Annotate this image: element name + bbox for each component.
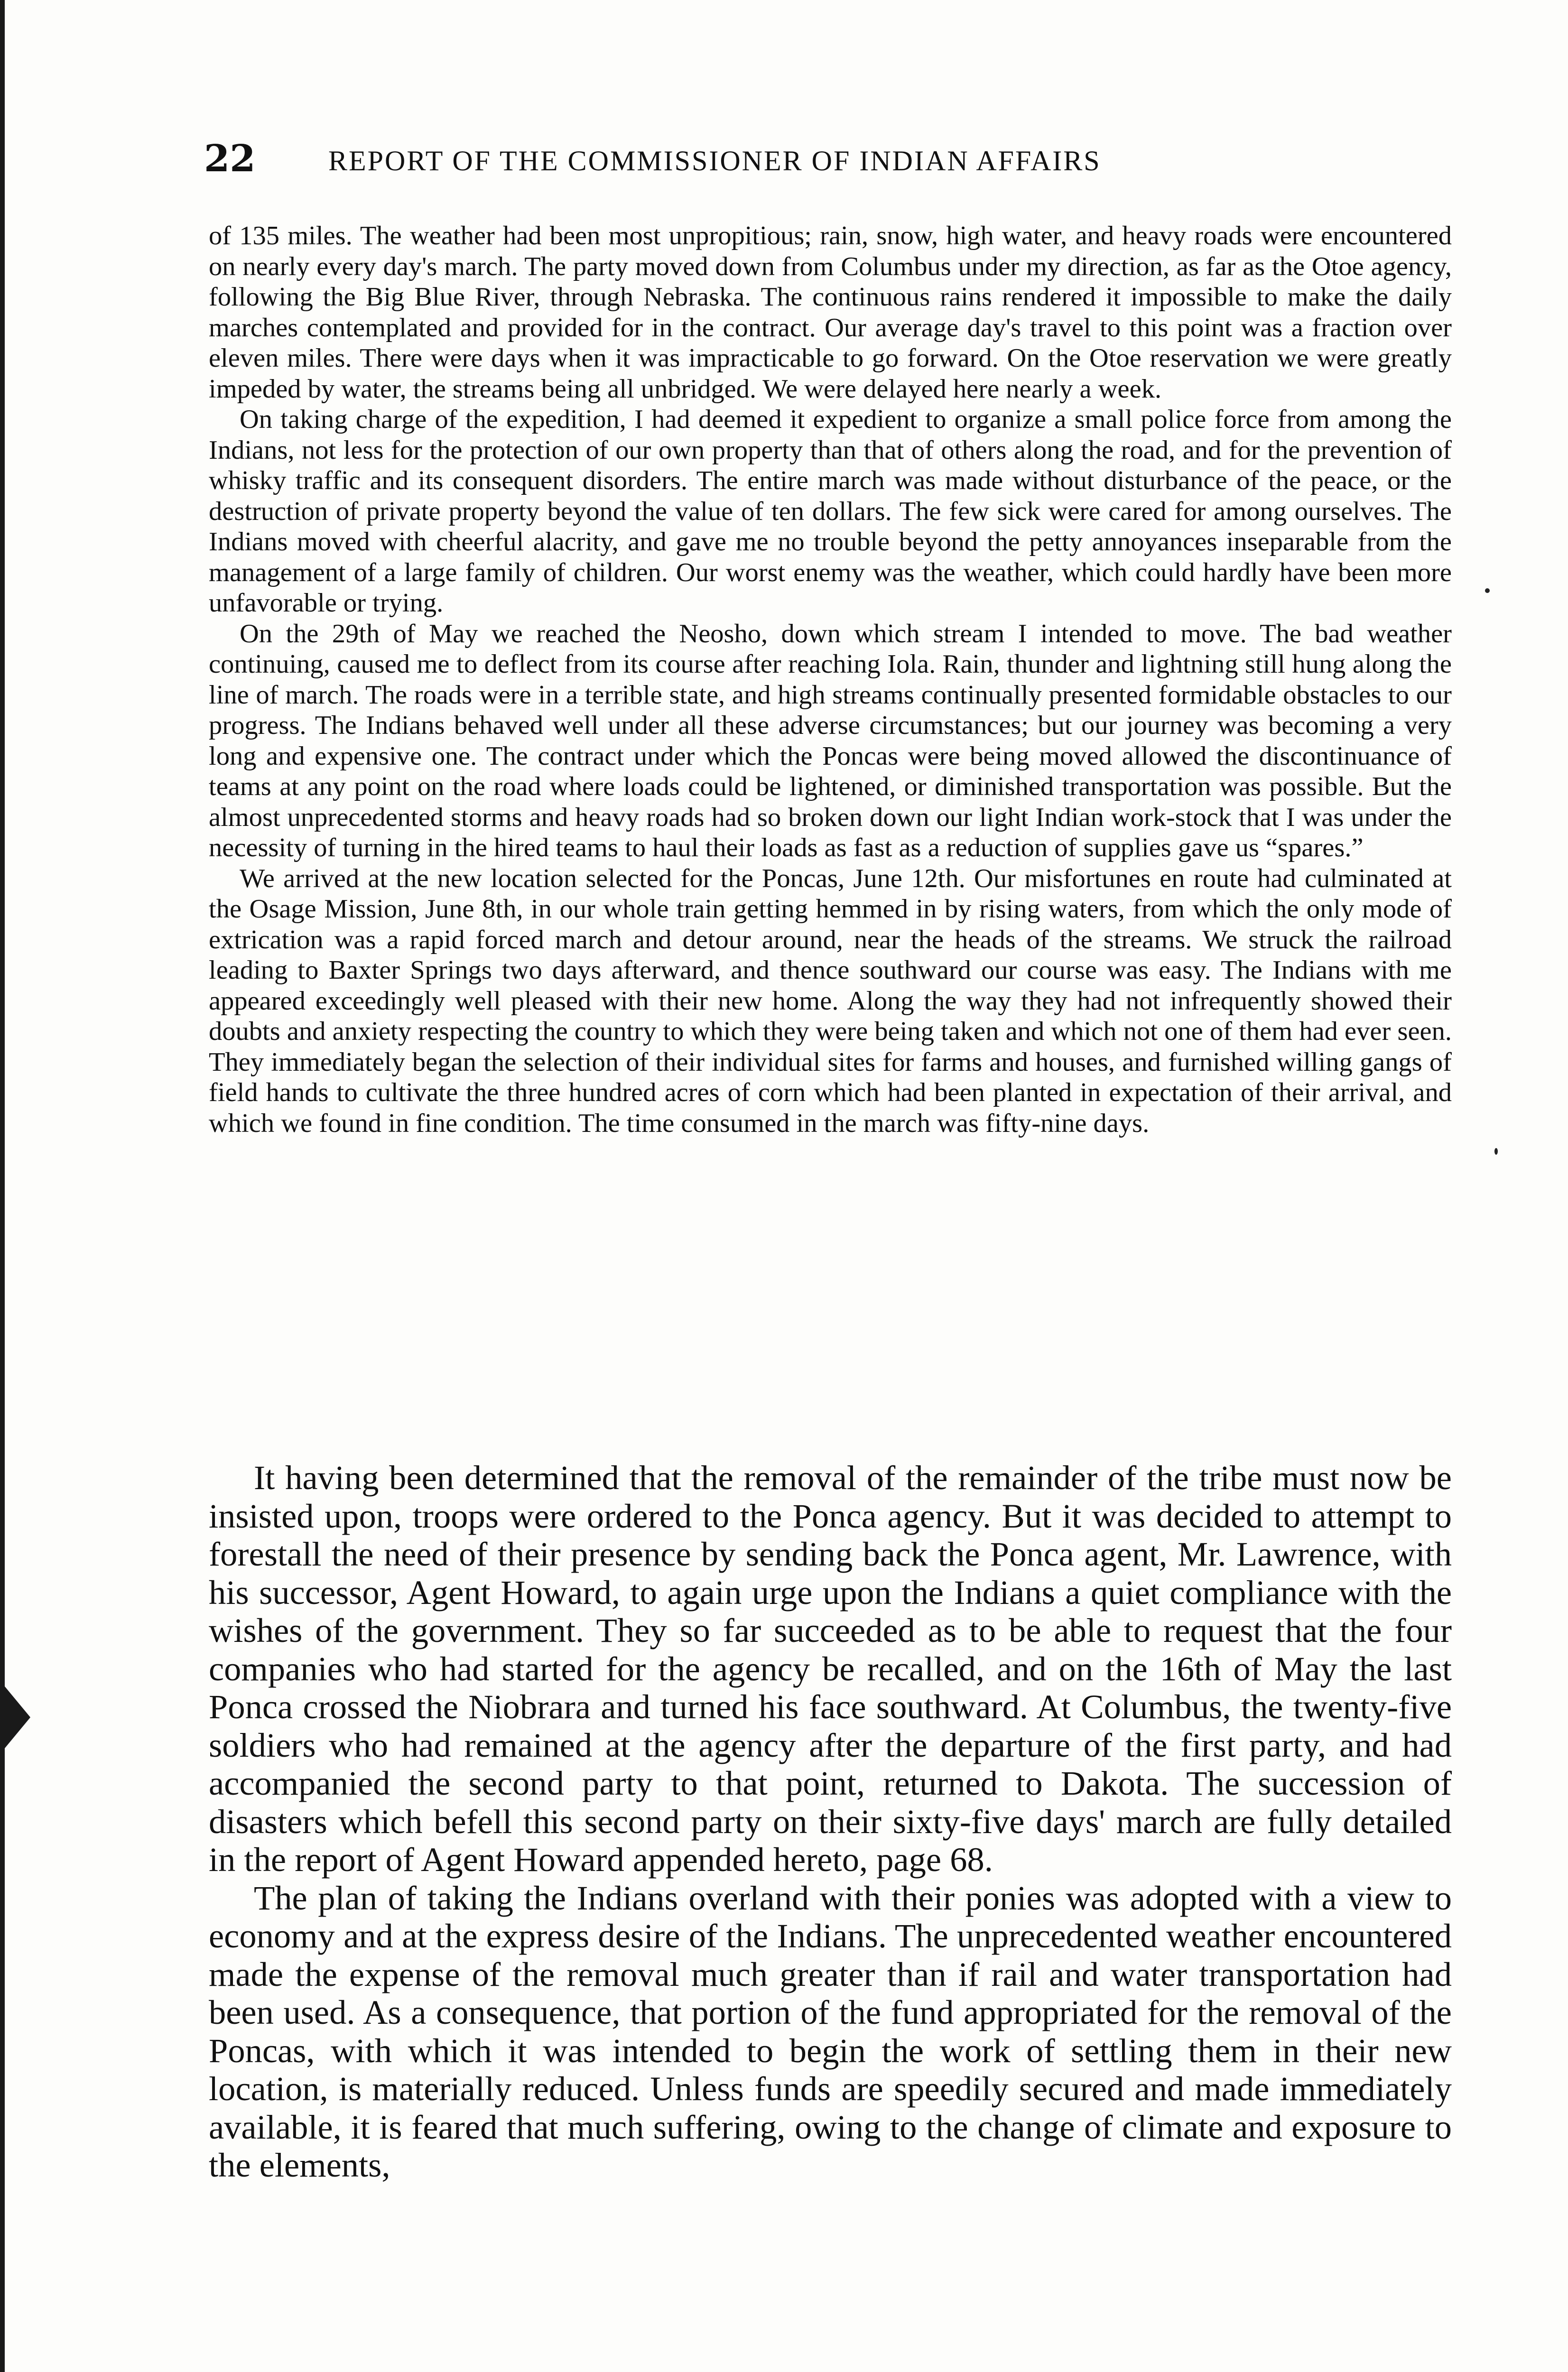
main-text — [209, 1459, 1452, 2185]
quoted-report — [209, 221, 1452, 1139]
page-number: 22 — [204, 137, 256, 180]
body-paragraph: It having been determined that the removal of the remainder of the tribe must now be insisted upon, troops were ordered to the Ponca agency. But it was decided to attempt to forestall the need of their presence by sending back the Ponca agent, Mr. Lawrence, with his successor, Agent Howard, to again urge upon the Indians a quiet compliance with the wishes of the government. They so far succeeded as to be able to request that the four companies who had started for the agency be recalled, and on the 16th of May the last Ponca crossed the Niobrara and turned his face southward. At Columbus, the twenty-five soldiers who had remained at the agency after the departure of the first party, and had accompanied the second party to that point, returned to Dakota. The succession of disasters which befell this second party on their sixty-five days' march are fully detailed in the report of Agent Howard appended hereto, page 68. — [209, 1458, 1452, 1879]
edge-arrow-mark — [3, 1684, 30, 1751]
quote-paragraph: of 135 miles. The weather had been most unpropitious; rain, snow, high water, and heavy roads were encountered on nearly every day's march. The party moved down from Columbus under my direction, as far as the Otoe agency, following the Big Blue River, through Nebraska. The continuous rains rendered it impossible to make the daily marches contemplated and provided for in the contract. Our average day's travel to this point was a fraction over eleven miles. There were days when it was impracticable to go forward. On the Otoe reservation we were greatly impeded by water, the streams being all unbridged. We were delayed here nearly a week. — [209, 221, 1452, 404]
quote-paragraph: On taking charge of the expedition, I had deemed it expedient to organize a small police force from among the Indians, not less for the protection of our own property than that of others along the road, and for the prevention of whisky traffic and its consequent disorders. The entire march was made without disturbance of the peace, or the destruction of private property beyond the value of ten dollars. The few sick were cared for among ourselves. The Indians moved with cheerful alacrity, and gave me no trouble beyond the petty annoyances inseparable from the management of a large family of children. Our worst enemy was the weather, which could hardly have been more unfavorable or trying. — [209, 405, 1452, 618]
quote-paragraph: On the 29th of May we reached the Neosho, down which stream I intended to move. The bad weather continuing, caused me to deflect from its course after reaching Iola. Rain, thunder and lightning still hung along the line of march. The roads were in a terrible state, and high streams continually presented formidable obstacles to our progress. The Indians behaved well under all these adverse circumstances; but our journey was becoming a very long and expensive one. The contract under which the Poncas were being moved allowed the discontinuance of teams at any point on the road where loads could be lightened, or diminished transportation was possible. But the almost unprecedented storms and heavy roads had so broken down our light Indian work-stock that I was under the necessity of turning in the hired teams to haul their loads as fast as a reduction of supplies gave us “spares.” — [209, 619, 1452, 862]
page-header — [204, 135, 1466, 187]
scan-border-left — [0, 0, 5, 2372]
running-head: REPORT OF THE COMMISSIONER OF INDIAN AFFAIRS — [328, 145, 1101, 176]
margin-dot — [1494, 1148, 1498, 1155]
quote-paragraph: We arrived at the new location selected for the Poncas, June 12th. Our misfortunes en route had culminated at the Osage Mission, June 8th, in our whole train getting hemmed in by rising waters, from which the only mode of extrication was a rapid forced march and detour around, near the heads of the streams. We struck the railroad leading to Baxter Springs two days afterward, and thence southward our course was easy. The Indians with me appeared exceedingly well pleased with their new home. Along the way they had not infrequently showed their doubts and anxiety respecting the country to which they were being taken and which not one of them had ever seen. They immediately began the selection of their individual sites for farms and houses, and furnished willing gangs of field hands to cultivate the three hundred acres of corn which had been planted in expectation of their arrival, and which we found in fine condition. The time consumed in the march was fifty-nine days. — [209, 863, 1452, 1138]
margin-dot — [1485, 588, 1490, 593]
body-paragraph: The plan of taking the Indians overland with their ponies was adopted with a view to economy and at the express desire of the Indians. The unprecedented weather encountered made the expense of the removal much greater than if rail and water transportation had been used. As a consequence, that portion of the fund appropriated for the removal of the Poncas, with which it was intended to begin the work of settling them in their new location, is materially reduced. Unless funds are speedily secured and made immediately available, it is feared that much suffering, owing to the change of climate and exposure to the elements, — [209, 1878, 1452, 2184]
